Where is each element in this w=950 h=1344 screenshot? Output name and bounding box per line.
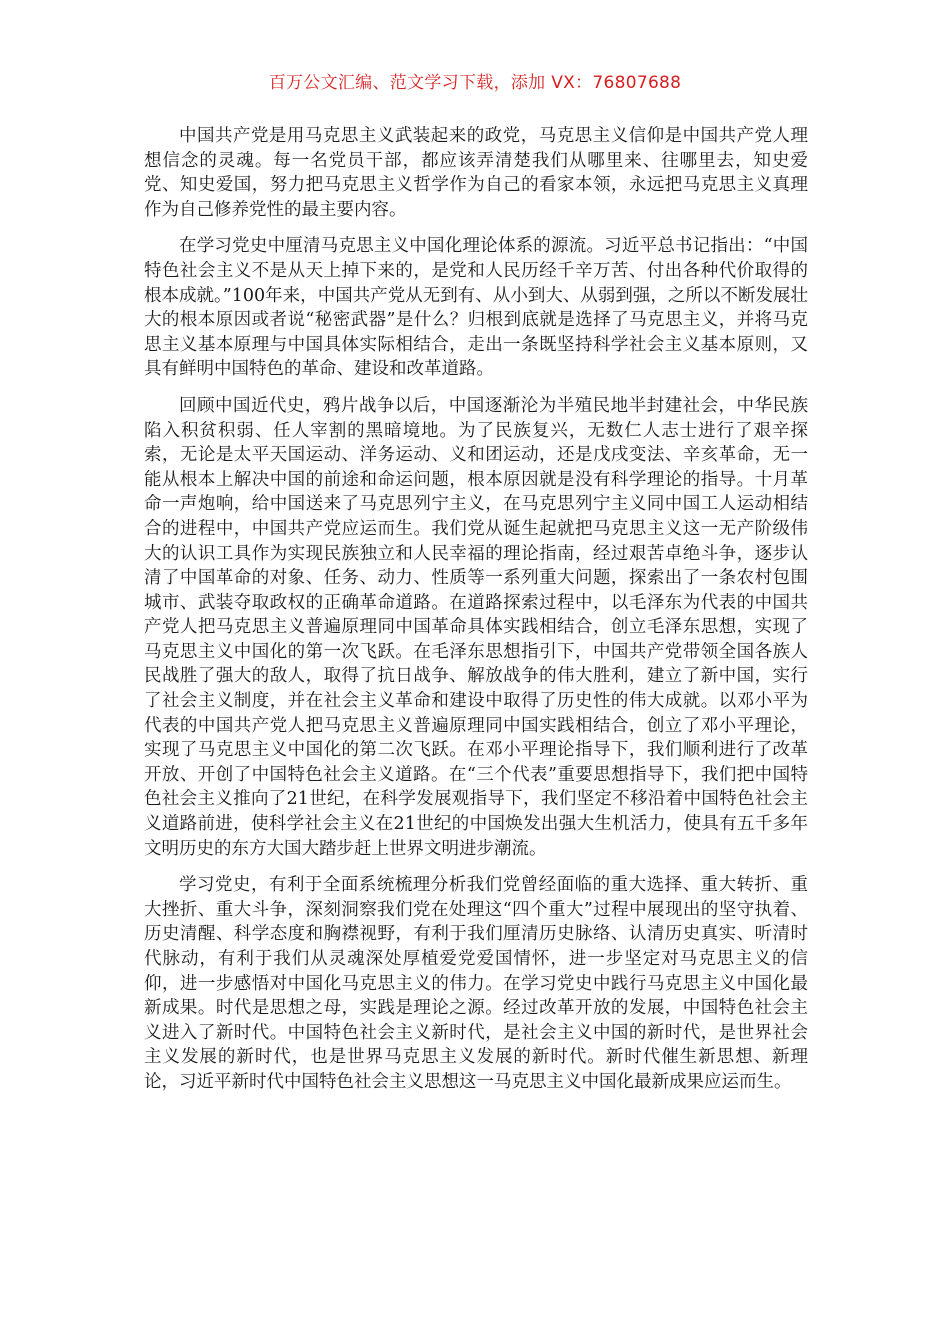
paragraph: 学习党史，有利于全面系统梳理分析我们党曾经面临的重大选择、重大转折、重大挫折、重大斗争，深刻洞察我们党在处理这“四个重大”过程中展现出的坚守执着、历史清醒、科学态度和胸襟视野，有利于我们厘清历史脉络、认清历史真实、听清时代脉动，有利于我们从灵魂深处厚植爱党爱国情怀，进一步坚定对马克思主义的信仰，进一步感悟对中国化马克思主义的伟力。在学习党史中践行马克思主义中国化最新成果。时代是思想之母，实践是理论之源。经过改革开放的发展，中国特色社会主义进入了新时代。中国特色社会主义新时代，是社会主义中国的新时代，是世界社会主义发展的新时代，也是世界马克思主义发展的新时代。新时代催生新思想、新理论，习近平新时代中国特色社会主义思想这一马克思主义中国化最新成果应运而生。: [144, 875, 808, 1092]
paragraph: 在学习党史中厘清马克思主义中国化理论体系的源流。习近平总书记指出：“中国特色社会主义不是从天上掉下来的，是党和人民历经千辛万苦、付出各种代价取得的根本成就。”100年来，中国共产党从无到有、从小到大、从弱到强，之所以不断发展壮大的根本原因或者说“秘密武器”是什么？归根到底就是选择了马克思主义，并将马克思主义基本原理与中国具体实际相结合，走出一条既坚持科学社会主义基本原则，又具有鲜明中国特色的革命、建设和改革道路。: [144, 236, 808, 380]
header-banner: 百万公文汇编、范文学习下载，添加 VX：76807688: [268, 73, 682, 93]
body-text: [144, 124, 808, 1107]
paragraph: 回顾中国近代史，鸦片战争以后，中国逐渐沦为半殖民地半封建社会，中华民族陷入积贫积弱、任人宰割的黑暗境地。为了民族复兴，无数仁人志士进行了艰辛探索，无论是太平天国运动、洋务运动、义和团运动，还是戊戌变法、辛亥革命，无一能从根本上解决中国的前途和命运问题，根本原因就是没有科学理论的指导。十月革命一声炮响，给中国送来了马克思列宁主义，在马克思列宁主义同中国工人运动相结合的进程中，中国共产党应运而生。我们党从诞生起就把马克思主义这一无产阶级伟大的认识工具作为实现民族独立和人民幸福的理论指南，经过艰苦卓绝斗争，逐步认清了中国革命的对象、任务、动力、性质等一系列重大问题，探索出了一条农村包围城市、武装夺取政权的正确革命道路。在道路探索过程中，以毛泽东为代表的中国共产党人把马克思主义普遍原理同中国革命具体实践相结合，创立毛泽东思想，实现了马克思主义中国化的第一次飞跃。在毛泽东思想指引下，中国共产党带领全国各族人民战胜了强大的敌人，取得了抗日战争、解放战争的伟大胜利，建立了新中国，实行了社会主义制度，并在社会主义革命和建设中取得了历史性的伟大成就。以邓小平为代表的中国共产党人把马克思主义普遍原理同中国实践相结合，创立了邓小平理论，实现了马克思主义中国化的第二次飞跃。在邓小平理论指导下，我们顺利进行了改革开放、开创了中国特色社会主义道路。在“三个代表”重要思想指导下，我们把中国特色社会主义推向了21世纪，在科学发展观指导下，我们坚定不移沿着中国特色社会主义道路前进，使科学社会主义在21世纪的中国焕发出强大生机活力，使具有五千多年文明历史的东方大国大踏步赶上世界文明进步潮流。: [144, 395, 808, 859]
paragraph: 中国共产党是用马克思主义武装起来的政党，马克思主义信仰是中国共产党人理想信念的灵魂。每一名党员干部，都应该弄清楚我们从哪里来、往哪里去，知史爱党、知史爱国，努力把马克思主义哲学作为自己的看家本领，永远把马克思主义真理作为自己修养党性的最主要内容。: [144, 126, 808, 220]
